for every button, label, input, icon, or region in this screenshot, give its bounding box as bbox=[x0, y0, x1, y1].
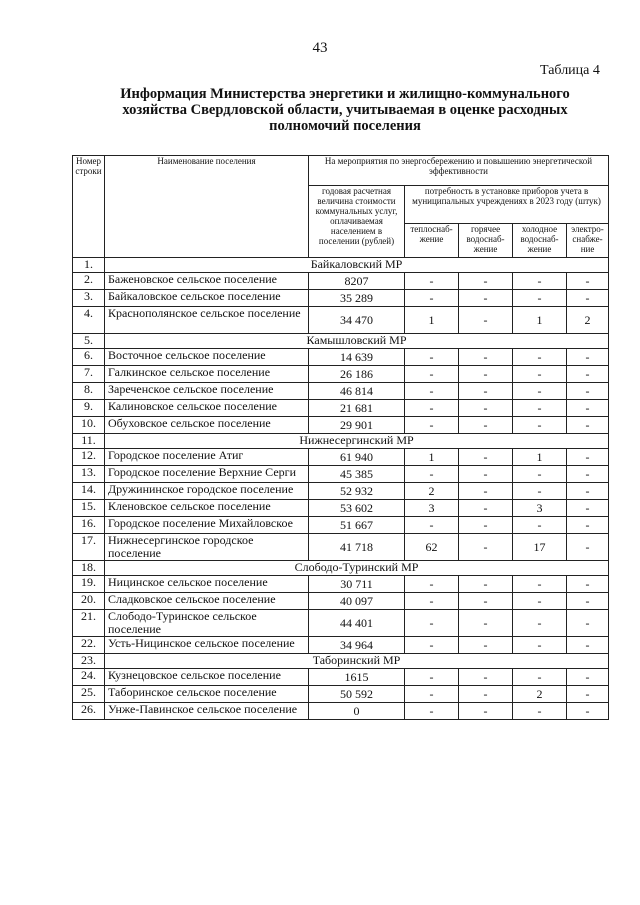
table-row bbox=[73, 349, 609, 366]
electricity-cell: - bbox=[567, 483, 609, 500]
hot-water-cell: - bbox=[459, 703, 513, 720]
cold-water-cell: - bbox=[513, 576, 567, 593]
cold-water-cell: - bbox=[513, 517, 567, 534]
cost-cell: 21 681 bbox=[309, 400, 405, 417]
settlement-name-cell: Городское поселение Верхние Серги bbox=[105, 466, 309, 483]
heat-cell: 1 bbox=[405, 449, 459, 466]
table-row bbox=[73, 273, 609, 290]
hot-water-cell: - bbox=[459, 349, 513, 366]
heat-cell: - bbox=[405, 366, 459, 383]
row-number-cell: 25. bbox=[73, 686, 105, 703]
hot-water-cell: - bbox=[459, 500, 513, 517]
electricity-cell: - bbox=[567, 449, 609, 466]
heat-cell: - bbox=[405, 349, 459, 366]
settlement-name-cell: Дружининское городское поселение bbox=[105, 483, 309, 500]
settlement-name-cell: Городское поселение Атиг bbox=[105, 449, 309, 466]
heat-cell: - bbox=[405, 517, 459, 534]
hot-water-cell: - bbox=[459, 290, 513, 307]
cold-water-cell: - bbox=[513, 400, 567, 417]
cold-water-cell: - bbox=[513, 610, 567, 637]
cost-cell: 46 814 bbox=[309, 383, 405, 400]
hot-water-cell: - bbox=[459, 610, 513, 637]
row-number-cell: 6. bbox=[73, 349, 105, 366]
row-number-cell: 14. bbox=[73, 483, 105, 500]
page-number: 43 bbox=[312, 40, 328, 56]
heat-cell: - bbox=[405, 703, 459, 720]
heat-cell: 2 bbox=[405, 483, 459, 500]
cost-cell: 26 186 bbox=[309, 366, 405, 383]
heat-cell: 1 bbox=[405, 307, 459, 334]
heat-cell: - bbox=[405, 290, 459, 307]
document-title: Информация Министерства энергетики и жилищно-коммунального хозяйства Свердловской области, учитываемая в оценке расходных полномочий поселения bbox=[120, 86, 570, 134]
hot-water-cell: - bbox=[459, 517, 513, 534]
electricity-cell: - bbox=[567, 517, 609, 534]
table-row bbox=[73, 686, 609, 703]
cost-cell: 1615 bbox=[309, 669, 405, 686]
settlement-name-cell: Унже-Павинское сельское поселение bbox=[105, 703, 309, 720]
electricity-cell: - bbox=[567, 290, 609, 307]
heat-cell: 62 bbox=[405, 534, 459, 561]
row-number-cell: 19. bbox=[73, 576, 105, 593]
hot-water-cell: - bbox=[459, 273, 513, 290]
cost-cell: 52 932 bbox=[309, 483, 405, 500]
settlement-name-cell: Калиновское сельское поселение bbox=[105, 400, 309, 417]
table-row bbox=[73, 290, 609, 307]
row-number-cell: 7. bbox=[73, 366, 105, 383]
electricity-cell: - bbox=[567, 534, 609, 561]
electricity-cell: - bbox=[567, 400, 609, 417]
heat-cell: - bbox=[405, 669, 459, 686]
settlement-name-cell: Кузнецовское сельское поселение bbox=[105, 669, 309, 686]
settlement-name-cell: Галкинское сельское поселение bbox=[105, 366, 309, 383]
hot-water-cell: - bbox=[459, 449, 513, 466]
header-group: На мероприятия по энергосбережению и повышению энергетической эффективности bbox=[309, 156, 609, 186]
cold-water-cell: 1 bbox=[513, 307, 567, 334]
cost-cell: 41 718 bbox=[309, 534, 405, 561]
hot-water-cell: - bbox=[459, 593, 513, 610]
row-number-cell: 2. bbox=[73, 273, 105, 290]
settlement-name-cell: Таборинское сельское поселение bbox=[105, 686, 309, 703]
electricity-cell: - bbox=[567, 576, 609, 593]
electricity-cell: - bbox=[567, 500, 609, 517]
data-table bbox=[72, 155, 609, 720]
header-hot-water: горячее водоснаб-жение bbox=[459, 224, 513, 258]
table-row bbox=[73, 654, 609, 669]
table-row bbox=[73, 593, 609, 610]
row-number-cell: 18. bbox=[73, 561, 105, 576]
heat-cell: - bbox=[405, 637, 459, 654]
header-name: Наименование поселения bbox=[105, 156, 309, 258]
header-cost: годовая расчетная величина стоимости коммунальных услуг, оплачиваемая населением в поселении (рублей) bbox=[309, 186, 405, 258]
cold-water-cell: 17 bbox=[513, 534, 567, 561]
electricity-cell: - bbox=[567, 610, 609, 637]
cost-cell: 8207 bbox=[309, 273, 405, 290]
settlement-name-cell: Зареченское сельское поселение bbox=[105, 383, 309, 400]
cost-cell: 40 097 bbox=[309, 593, 405, 610]
heat-cell: - bbox=[405, 273, 459, 290]
cost-cell: 53 602 bbox=[309, 500, 405, 517]
table-row bbox=[73, 517, 609, 534]
electricity-cell: - bbox=[567, 273, 609, 290]
cold-water-cell: - bbox=[513, 417, 567, 434]
table-row bbox=[73, 610, 609, 637]
heat-cell: - bbox=[405, 466, 459, 483]
settlement-name-cell: Байкаловское сельское поселение bbox=[105, 290, 309, 307]
settlement-name-cell: Городское поселение Михайловское bbox=[105, 517, 309, 534]
electricity-cell: - bbox=[567, 703, 609, 720]
cost-cell: 34 964 bbox=[309, 637, 405, 654]
settlement-name-cell: Слободо-Туринское сельское поселение bbox=[105, 610, 309, 637]
row-number-cell: 15. bbox=[73, 500, 105, 517]
region-cell: Таборинский МР bbox=[105, 654, 609, 669]
row-number-cell: 13. bbox=[73, 466, 105, 483]
hot-water-cell: - bbox=[459, 483, 513, 500]
header-electricity: электро-снабже-ние bbox=[567, 224, 609, 258]
row-number-cell: 20. bbox=[73, 593, 105, 610]
electricity-cell: - bbox=[567, 349, 609, 366]
cold-water-cell: - bbox=[513, 637, 567, 654]
table-row bbox=[73, 334, 609, 349]
electricity-cell: 2 bbox=[567, 307, 609, 334]
row-number-cell: 16. bbox=[73, 517, 105, 534]
table-row bbox=[73, 637, 609, 654]
cold-water-cell: 2 bbox=[513, 686, 567, 703]
cost-cell: 50 592 bbox=[309, 686, 405, 703]
cold-water-cell: 3 bbox=[513, 500, 567, 517]
heat-cell: - bbox=[405, 400, 459, 417]
table-row bbox=[73, 383, 609, 400]
hot-water-cell: - bbox=[459, 417, 513, 434]
settlement-name-cell: Краснополянское сельское поселение bbox=[105, 307, 309, 334]
region-cell: Камышловский МР bbox=[105, 334, 609, 349]
table-row bbox=[73, 400, 609, 417]
row-number-cell: 4. bbox=[73, 307, 105, 334]
hot-water-cell: - bbox=[459, 383, 513, 400]
hot-water-cell: - bbox=[459, 307, 513, 334]
cold-water-cell: - bbox=[513, 349, 567, 366]
heat-cell: - bbox=[405, 417, 459, 434]
cold-water-cell: - bbox=[513, 273, 567, 290]
cost-cell: 0 bbox=[309, 703, 405, 720]
row-number-cell: 9. bbox=[73, 400, 105, 417]
cost-cell: 29 901 bbox=[309, 417, 405, 434]
row-number-cell: 3. bbox=[73, 290, 105, 307]
cost-cell: 14 639 bbox=[309, 349, 405, 366]
table-row bbox=[73, 417, 609, 434]
header-need: потребность в установке приборов учета в муниципальных учреждениях в 2023 году (штук) bbox=[405, 186, 609, 224]
table-row bbox=[73, 366, 609, 383]
electricity-cell: - bbox=[567, 593, 609, 610]
settlement-name-cell: Баженовское сельское поселение bbox=[105, 273, 309, 290]
row-number-cell: 21. bbox=[73, 610, 105, 637]
cost-cell: 61 940 bbox=[309, 449, 405, 466]
settlement-name-cell: Усть-Ницинское сельское поселение bbox=[105, 637, 309, 654]
electricity-cell: - bbox=[567, 383, 609, 400]
settlement-name-cell: Восточное сельское поселение bbox=[105, 349, 309, 366]
electricity-cell: - bbox=[567, 669, 609, 686]
table-row bbox=[73, 669, 609, 686]
cold-water-cell: - bbox=[513, 593, 567, 610]
row-number-cell: 24. bbox=[73, 669, 105, 686]
header-cold-water: холодное водоснаб-жение bbox=[513, 224, 567, 258]
heat-cell: - bbox=[405, 383, 459, 400]
cost-cell: 35 289 bbox=[309, 290, 405, 307]
hot-water-cell: - bbox=[459, 366, 513, 383]
electricity-cell: - bbox=[567, 466, 609, 483]
table-body bbox=[73, 258, 609, 720]
settlement-name-cell: Сладковское сельское поселение bbox=[105, 593, 309, 610]
hot-water-cell: - bbox=[459, 534, 513, 561]
heat-cell: - bbox=[405, 593, 459, 610]
cost-cell: 34 470 bbox=[309, 307, 405, 334]
table-row bbox=[73, 576, 609, 593]
row-number-cell: 1. bbox=[73, 258, 105, 273]
row-number-cell: 26. bbox=[73, 703, 105, 720]
header-heat: теплоснаб-жение bbox=[405, 224, 459, 258]
cost-cell: 45 385 bbox=[309, 466, 405, 483]
cold-water-cell: 1 bbox=[513, 449, 567, 466]
table-row bbox=[73, 434, 609, 449]
heat-cell: - bbox=[405, 576, 459, 593]
cold-water-cell: - bbox=[513, 703, 567, 720]
row-number-cell: 10. bbox=[73, 417, 105, 434]
heat-cell: - bbox=[405, 610, 459, 637]
row-number-cell: 22. bbox=[73, 637, 105, 654]
settlement-name-cell: Кленовское сельское поселение bbox=[105, 500, 309, 517]
cost-cell: 44 401 bbox=[309, 610, 405, 637]
cold-water-cell: - bbox=[513, 483, 567, 500]
table-row bbox=[73, 466, 609, 483]
table-row bbox=[73, 307, 609, 334]
heat-cell: - bbox=[405, 686, 459, 703]
electricity-cell: - bbox=[567, 366, 609, 383]
region-cell: Нижнесергинский МР bbox=[105, 434, 609, 449]
table-row bbox=[73, 561, 609, 576]
hot-water-cell: - bbox=[459, 686, 513, 703]
electricity-cell: - bbox=[567, 686, 609, 703]
region-cell: Слободо-Туринский МР bbox=[105, 561, 609, 576]
cold-water-cell: - bbox=[513, 290, 567, 307]
row-number-cell: 8. bbox=[73, 383, 105, 400]
row-number-cell: 5. bbox=[73, 334, 105, 349]
hot-water-cell: - bbox=[459, 466, 513, 483]
table-row bbox=[73, 258, 609, 273]
cost-cell: 51 667 bbox=[309, 517, 405, 534]
cold-water-cell: - bbox=[513, 669, 567, 686]
hot-water-cell: - bbox=[459, 637, 513, 654]
row-number-cell: 11. bbox=[73, 434, 105, 449]
cold-water-cell: - bbox=[513, 466, 567, 483]
row-number-cell: 12. bbox=[73, 449, 105, 466]
cold-water-cell: - bbox=[513, 383, 567, 400]
row-number-cell: 17. bbox=[73, 534, 105, 561]
row-number-cell: 23. bbox=[73, 654, 105, 669]
table-row bbox=[73, 449, 609, 466]
settlement-name-cell: Нижнесергинское городское поселение bbox=[105, 534, 309, 561]
table-row bbox=[73, 534, 609, 561]
electricity-cell: - bbox=[567, 417, 609, 434]
table-label: Таблица 4 bbox=[540, 63, 600, 78]
table-row bbox=[73, 483, 609, 500]
hot-water-cell: - bbox=[459, 576, 513, 593]
cost-cell: 30 711 bbox=[309, 576, 405, 593]
cold-water-cell: - bbox=[513, 366, 567, 383]
hot-water-cell: - bbox=[459, 669, 513, 686]
table-row bbox=[73, 703, 609, 720]
settlement-name-cell: Обуховское сельское поселение bbox=[105, 417, 309, 434]
header-row-number: Номер строки bbox=[73, 156, 105, 258]
electricity-cell: - bbox=[567, 637, 609, 654]
table-row bbox=[73, 500, 609, 517]
settlement-name-cell: Ницинское сельское поселение bbox=[105, 576, 309, 593]
region-cell: Байкаловский МР bbox=[105, 258, 609, 273]
heat-cell: 3 bbox=[405, 500, 459, 517]
hot-water-cell: - bbox=[459, 400, 513, 417]
